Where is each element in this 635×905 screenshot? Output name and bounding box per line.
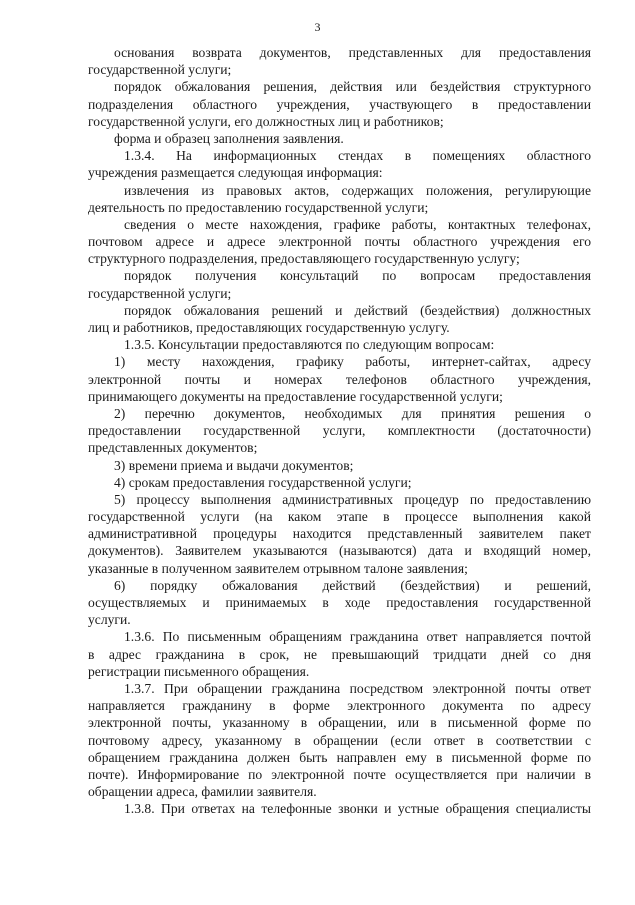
text-line: 6) порядку обжалования действий (бездействия) и решений, xyxy=(114,577,591,593)
text-line: основания возврата документов, представленных для предоставления xyxy=(114,45,591,60)
text-line: 1.3.5. Консультации предоставляются по следующим вопросам: xyxy=(124,337,495,353)
text-line: почте). Информирование по электронной почте осуществляется при наличии в xyxy=(88,766,591,782)
text-line: принимающего документы на предоставление государственной услуги; xyxy=(88,388,503,404)
text-line: представленных документов; xyxy=(88,440,258,456)
text-line: государственной услуги; xyxy=(88,62,232,78)
text-line: 1.3.8. При ответах на телефонные звонки и устные обращения специалисты xyxy=(124,801,591,817)
text-line: 1.3.6. По письменным обращениям гражданина ответ направляется почтой xyxy=(124,629,591,645)
text-line: электронной почты, указанному в обращении, или в письменной форме по xyxy=(88,715,591,731)
text-line: 2) перечню документов, необходимых для принятия решения о xyxy=(114,405,591,421)
text-line: 5) процессу выполнения административных процедур по предоставлению xyxy=(114,491,591,507)
text-line: 1) месту нахождения, графику работы, интернет-сайтах, адресу xyxy=(114,354,591,370)
text-line: указанные в полученном заявителем отрывном талоне заявления; xyxy=(88,560,468,576)
text-line: регистрации письменного обращения. xyxy=(88,663,310,679)
text-line: деятельность по предоставлению государственной услуги; xyxy=(88,199,429,215)
text-line: порядок получения консультаций по вопросам предоставления xyxy=(124,268,591,284)
text-line: лиц и работников, предоставляющих государственную услугу. xyxy=(88,320,450,335)
text-line: структурного подразделения, предоставляющего государственную услугу; xyxy=(88,251,520,267)
text-line: порядок обжалования решений и действий (бездействия) должностных xyxy=(124,302,591,318)
text-line: 1.3.4. На информационных стендах в помещениях областного xyxy=(124,148,591,164)
text-line: почтовому адресу, указанному в обращении (если ответ в соответствии с xyxy=(88,732,591,748)
text-line: направляется гражданину в форме электронного документа по адресу xyxy=(88,698,591,714)
text-line: учреждения размещается следующая информация: xyxy=(88,165,383,181)
text-line: предоставлении государственной услуги, комплектности (достаточности) xyxy=(88,423,591,439)
text-line: 1.3.7. При обращении гражданина посредством электронной почты ответ xyxy=(124,680,591,696)
text-line: обращении адреса, фамилии заявителя. xyxy=(88,784,317,800)
text-line: почтовом адресе и адресе электронной почты областного учреждения его xyxy=(88,234,591,250)
text-line: государственной услуги, его должностных лиц и работников; xyxy=(88,113,444,129)
text-line: порядок обжалования решения, действия или бездействия структурного xyxy=(114,79,591,95)
text-line: документов). Заявителем указываются (называются) дата и входящий номер, xyxy=(88,543,591,559)
text-line: осуществляемых и принимаемых в ходе предоставления государственной xyxy=(88,595,591,610)
text-line: 3) времени приема и выдачи документов; xyxy=(114,457,354,473)
document-body xyxy=(88,44,591,817)
text-line: обращением гражданина должен быть направлен ему в письменной форме по xyxy=(88,749,591,765)
text-line: административной процедуры находится представленный заявителем пакет xyxy=(88,526,591,542)
text-line: государственной услуги (на каком этапе в процессе выполнения какой xyxy=(88,509,591,525)
text-line: извлечения из правовых актов, содержащих положения, регулирующие xyxy=(124,182,591,198)
text-line: подразделения областного учреждения, участвующего в предоставлении xyxy=(88,96,591,112)
text-line: сведения о месте нахождения, графике работы, контактных телефонах, xyxy=(124,216,591,232)
text-line: 4) срокам предоставления государственной услуги; xyxy=(114,474,412,490)
text-line: услуги. xyxy=(88,612,131,628)
text-line: в адрес гражданина в срок, не превышающий тридцати дней со дня xyxy=(88,646,591,662)
text-line: государственной услуги; xyxy=(88,285,232,301)
page-number: 3 xyxy=(314,20,321,34)
text-line: форма и образец заполнения заявления. xyxy=(114,130,344,146)
text-line: электронной почты и номерах телефонов областного учреждения, xyxy=(88,371,591,387)
